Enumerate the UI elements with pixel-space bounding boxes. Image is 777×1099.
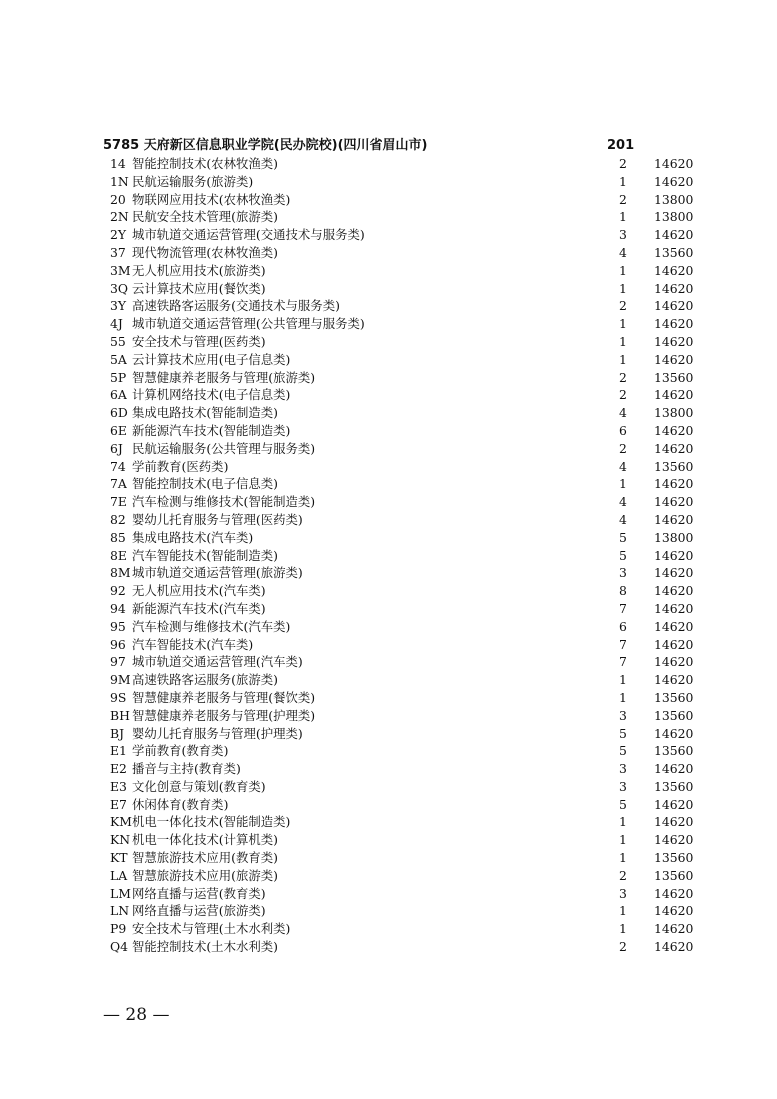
plan-count: 1 xyxy=(619,850,627,866)
tuition-fee: 14620 xyxy=(654,600,694,616)
plan-count: 3 xyxy=(619,885,627,901)
list-item xyxy=(110,778,710,796)
tuition-fee: 14620 xyxy=(654,654,694,670)
plan-count: 1 xyxy=(619,476,627,492)
tuition-fee: 14620 xyxy=(654,939,694,955)
list-item xyxy=(110,386,710,404)
list-item xyxy=(110,475,710,493)
major-code: KN xyxy=(110,832,131,848)
list-item xyxy=(110,404,710,422)
tuition-fee: 13560 xyxy=(654,369,694,385)
list-item xyxy=(110,636,710,654)
tuition-fee: 14620 xyxy=(654,156,694,171)
list-item xyxy=(110,529,710,547)
major-name: 智能控制技术(农林牧渔类) xyxy=(132,156,278,171)
major-code: 9M xyxy=(110,672,131,688)
plan-count: 3 xyxy=(619,565,627,581)
major-name: 现代物流管理(农林牧渔类) xyxy=(132,244,278,260)
list-item xyxy=(110,885,710,903)
major-name: 集成电路技术(智能制造类) xyxy=(132,405,278,421)
list-item xyxy=(110,867,710,885)
plan-count: 1 xyxy=(619,262,627,278)
plan-count: 6 xyxy=(619,618,627,634)
major-code: E1 xyxy=(110,743,127,759)
list-item xyxy=(110,493,710,511)
tuition-fee: 14620 xyxy=(654,262,694,278)
major-name: 城市轨道交通运营管理(汽车类) xyxy=(132,654,303,670)
major-code: 2Y xyxy=(110,227,127,243)
major-code: 9S xyxy=(110,689,127,705)
plan-count: 1 xyxy=(619,173,627,189)
major-code: 5P xyxy=(110,369,127,385)
list-item xyxy=(110,813,710,831)
tuition-fee: 14620 xyxy=(654,298,694,314)
plan-count: 3 xyxy=(619,761,627,777)
tuition-fee: 14620 xyxy=(654,173,694,189)
plan-count: 1 xyxy=(619,832,627,848)
major-name: 无人机应用技术(汽车类) xyxy=(132,583,266,599)
major-code: LN xyxy=(110,903,130,919)
major-code: E2 xyxy=(110,761,127,777)
major-name: 网络直播与运营(教育类) xyxy=(132,885,266,901)
major-code: 94 xyxy=(110,600,126,616)
major-name: 计算机网络技术(电子信息类) xyxy=(132,387,291,403)
major-code: 7E xyxy=(110,494,127,510)
major-name: 智慧旅游技术应用(教育类) xyxy=(132,850,278,866)
major-name: 智慧旅游技术应用(旅游类) xyxy=(132,867,278,883)
list-item xyxy=(110,618,710,636)
major-code: 82 xyxy=(110,511,126,527)
major-name: 汽车智能技术(智能制造类) xyxy=(132,547,278,563)
list-item xyxy=(110,707,710,725)
list-item xyxy=(110,244,710,262)
major-code: 55 xyxy=(110,333,126,349)
plan-count: 1 xyxy=(619,316,627,332)
tuition-fee: 14620 xyxy=(654,636,694,652)
major-name: 机电一体化技术(计算机类) xyxy=(132,832,278,848)
plan-count: 1 xyxy=(619,903,627,919)
major-code: 6A xyxy=(110,387,127,403)
major-name: 文化创意与策划(教育类) xyxy=(132,778,266,794)
tuition-fee: 14620 xyxy=(654,333,694,349)
tuition-fee: 14620 xyxy=(654,903,694,919)
tuition-fee: 13560 xyxy=(654,458,694,474)
tuition-fee: 14620 xyxy=(654,618,694,634)
list-item xyxy=(110,262,710,280)
tuition-fee: 13560 xyxy=(654,689,694,705)
major-name: 汽车智能技术(汽车类) xyxy=(132,636,254,652)
major-name: 安全技术与管理(土木水利类) xyxy=(132,921,291,937)
plan-count: 1 xyxy=(619,351,627,367)
tuition-fee: 14620 xyxy=(654,921,694,937)
page-number: — 28 — xyxy=(103,1005,170,1025)
plan-count: 2 xyxy=(619,387,627,403)
major-code: BH xyxy=(110,707,130,723)
plan-count: 1 xyxy=(619,333,627,349)
plan-count: 1 xyxy=(619,814,627,830)
plan-count: 4 xyxy=(619,458,627,474)
major-name: 智能控制技术(电子信息类) xyxy=(132,476,278,492)
major-name: 新能源汽车技术(智能制造类) xyxy=(132,422,291,438)
tuition-fee: 14620 xyxy=(654,583,694,599)
plan-count: 2 xyxy=(619,191,627,207)
list-item xyxy=(110,796,710,814)
list-item xyxy=(110,511,710,529)
plan-count: 7 xyxy=(619,636,627,652)
major-code: 8M xyxy=(110,565,131,581)
tuition-fee: 14620 xyxy=(654,494,694,510)
institution-header xyxy=(103,137,663,155)
tuition-fee: 14620 xyxy=(654,476,694,492)
major-name: 城市轨道交通运营管理(公共管理与服务类) xyxy=(132,316,365,332)
plan-count: 3 xyxy=(619,707,627,723)
tuition-fee: 14620 xyxy=(654,227,694,243)
plan-count: 1 xyxy=(619,209,627,225)
list-item xyxy=(110,653,710,671)
major-code: E3 xyxy=(110,778,127,794)
major-name: 高速铁路客运服务(交通技术与服务类) xyxy=(132,298,340,314)
tuition-fee: 14620 xyxy=(654,316,694,332)
list-item xyxy=(110,564,710,582)
tuition-fee: 14620 xyxy=(654,440,694,456)
major-name: 智慧健康养老服务与管理(餐饮类) xyxy=(132,689,316,705)
major-code: 74 xyxy=(110,458,126,474)
institution-name: 5785 天府新区信息职业学院(民办院校)(四川省眉山市) xyxy=(103,138,428,153)
plan-count: 5 xyxy=(619,529,627,545)
list-item xyxy=(110,689,710,707)
major-code: 85 xyxy=(110,529,126,545)
major-code: 6E xyxy=(110,422,127,438)
tuition-fee: 13800 xyxy=(654,191,694,207)
major-code: 96 xyxy=(110,636,126,652)
tuition-fee: 13800 xyxy=(654,209,694,225)
plan-count: 1 xyxy=(619,689,627,705)
major-code: E7 xyxy=(110,796,127,812)
plan-count: 3 xyxy=(619,227,627,243)
major-name: 云计算技术应用(餐饮类) xyxy=(132,280,266,296)
tuition-fee: 13560 xyxy=(654,743,694,759)
institution-total: 201 xyxy=(607,138,635,153)
tuition-fee: 14620 xyxy=(654,761,694,777)
major-code: 95 xyxy=(110,618,126,634)
tuition-fee: 14620 xyxy=(654,280,694,296)
tuition-fee: 14620 xyxy=(654,885,694,901)
major-name: 民航运输服务(公共管理与服务类) xyxy=(132,440,316,456)
major-name: 学前教育(医药类) xyxy=(132,458,229,474)
tuition-fee: 14620 xyxy=(654,565,694,581)
list-item xyxy=(110,226,710,244)
major-code: P9 xyxy=(110,921,127,937)
major-code: 92 xyxy=(110,583,126,599)
major-name: 城市轨道交通运营管理(交通技术与服务类) xyxy=(132,227,365,243)
list-item xyxy=(110,760,710,778)
plan-count: 1 xyxy=(619,280,627,296)
tuition-fee: 14620 xyxy=(654,511,694,527)
major-code: BJ xyxy=(110,725,125,741)
major-code: 4J xyxy=(110,316,123,332)
major-name: 高速铁路客运服务(旅游类) xyxy=(132,672,278,688)
list-item xyxy=(110,280,710,298)
major-code: 97 xyxy=(110,654,126,670)
list-item xyxy=(110,582,710,600)
tuition-fee: 13560 xyxy=(654,867,694,883)
list-item xyxy=(110,208,710,226)
major-code: 6J xyxy=(110,440,123,456)
plan-count: 4 xyxy=(619,494,627,510)
list-item xyxy=(110,547,710,565)
major-name: 新能源汽车技术(汽车类) xyxy=(132,600,266,616)
major-name: 民航运输服务(旅游类) xyxy=(132,173,254,189)
list-item xyxy=(110,440,710,458)
major-name: 机电一体化技术(智能制造类) xyxy=(132,814,291,830)
list-item xyxy=(110,920,710,938)
plan-count: 2 xyxy=(619,867,627,883)
tuition-fee: 13800 xyxy=(654,529,694,545)
major-name: 无人机应用技术(旅游类) xyxy=(132,262,266,278)
major-code: KM xyxy=(110,814,132,830)
plan-count: 2 xyxy=(619,156,627,171)
tuition-fee: 14620 xyxy=(654,814,694,830)
tuition-fee: 13560 xyxy=(654,244,694,260)
list-item xyxy=(110,155,710,173)
list-item xyxy=(110,831,710,849)
major-code: 2N xyxy=(110,209,129,225)
tuition-fee: 13560 xyxy=(654,850,694,866)
major-name: 智能控制技术(土木水利类) xyxy=(132,939,278,955)
plan-count: 1 xyxy=(619,672,627,688)
major-name: 智慧健康养老服务与管理(护理类) xyxy=(132,707,316,723)
list-item xyxy=(110,351,710,369)
plan-count: 3 xyxy=(619,778,627,794)
plan-count: 2 xyxy=(619,369,627,385)
major-code: 37 xyxy=(110,244,126,260)
plan-count: 4 xyxy=(619,244,627,260)
major-name: 婴幼儿托育服务与管理(护理类) xyxy=(132,725,303,741)
major-name: 学前教育(教育类) xyxy=(132,743,229,759)
major-name: 婴幼儿托育服务与管理(医药类) xyxy=(132,511,303,527)
tuition-fee: 14620 xyxy=(654,796,694,812)
tuition-fee: 13560 xyxy=(654,778,694,794)
plan-count: 8 xyxy=(619,583,627,599)
plan-count: 1 xyxy=(619,921,627,937)
plan-count: 2 xyxy=(619,939,627,955)
list-item xyxy=(110,191,710,209)
list-item xyxy=(110,725,710,743)
list-item xyxy=(110,600,710,618)
major-code: 6D xyxy=(110,405,128,421)
major-code: LM xyxy=(110,885,131,901)
list-item xyxy=(110,333,710,351)
major-code: 5A xyxy=(110,351,127,367)
list-item xyxy=(110,458,710,476)
tuition-fee: 14620 xyxy=(654,725,694,741)
major-name: 网络直播与运营(旅游类) xyxy=(132,903,266,919)
tuition-fee: 13800 xyxy=(654,405,694,421)
plan-count: 4 xyxy=(619,511,627,527)
major-name: 智慧健康养老服务与管理(旅游类) xyxy=(132,369,316,385)
major-name: 城市轨道交通运营管理(旅游类) xyxy=(132,565,303,581)
list-item xyxy=(110,938,710,956)
list-item xyxy=(110,849,710,867)
major-code: Q4 xyxy=(110,939,129,955)
major-name: 集成电路技术(汽车类) xyxy=(132,529,254,545)
plan-count: 5 xyxy=(619,547,627,563)
major-name: 汽车检测与维修技术(智能制造类) xyxy=(132,494,316,510)
plan-count: 5 xyxy=(619,743,627,759)
tuition-fee: 14620 xyxy=(654,351,694,367)
plan-count: 2 xyxy=(619,440,627,456)
plan-count: 5 xyxy=(619,725,627,741)
plan-count: 4 xyxy=(619,405,627,421)
major-name: 安全技术与管理(医药类) xyxy=(132,333,266,349)
tuition-fee: 14620 xyxy=(654,547,694,563)
plan-count: 6 xyxy=(619,422,627,438)
major-code: KT xyxy=(110,850,128,866)
list-item xyxy=(110,422,710,440)
list-item xyxy=(110,671,710,689)
major-name: 物联网应用技术(农林牧渔类) xyxy=(132,191,291,207)
major-code: 7A xyxy=(110,476,127,492)
list-item xyxy=(110,369,710,387)
plan-count: 7 xyxy=(619,654,627,670)
major-code: 3Y xyxy=(110,298,127,314)
plan-count: 2 xyxy=(619,298,627,314)
major-code: 3M xyxy=(110,262,131,278)
plan-count: 7 xyxy=(619,600,627,616)
list-item xyxy=(110,297,710,315)
tuition-fee: 14620 xyxy=(654,672,694,688)
major-code: LA xyxy=(110,867,128,883)
major-name: 播音与主持(教育类) xyxy=(132,761,241,777)
tuition-fee: 14620 xyxy=(654,387,694,403)
major-code: 3Q xyxy=(110,280,129,296)
major-code: 8E xyxy=(110,547,127,563)
major-name: 民航安全技术管理(旅游类) xyxy=(132,209,278,225)
list-item xyxy=(110,902,710,920)
plan-count: 5 xyxy=(619,796,627,812)
tuition-fee: 14620 xyxy=(654,832,694,848)
list-item xyxy=(110,315,710,333)
major-name: 云计算技术应用(电子信息类) xyxy=(132,351,291,367)
major-list xyxy=(110,155,710,956)
tuition-fee: 13560 xyxy=(654,707,694,723)
major-code: 20 xyxy=(110,191,126,207)
list-item xyxy=(110,173,710,191)
major-name: 休闲体育(教育类) xyxy=(132,796,229,812)
major-code: 14 xyxy=(110,156,126,171)
tuition-fee: 14620 xyxy=(654,422,694,438)
major-name: 汽车检测与维修技术(汽车类) xyxy=(132,618,291,634)
list-item xyxy=(110,742,710,760)
major-code: 1N xyxy=(110,173,129,189)
